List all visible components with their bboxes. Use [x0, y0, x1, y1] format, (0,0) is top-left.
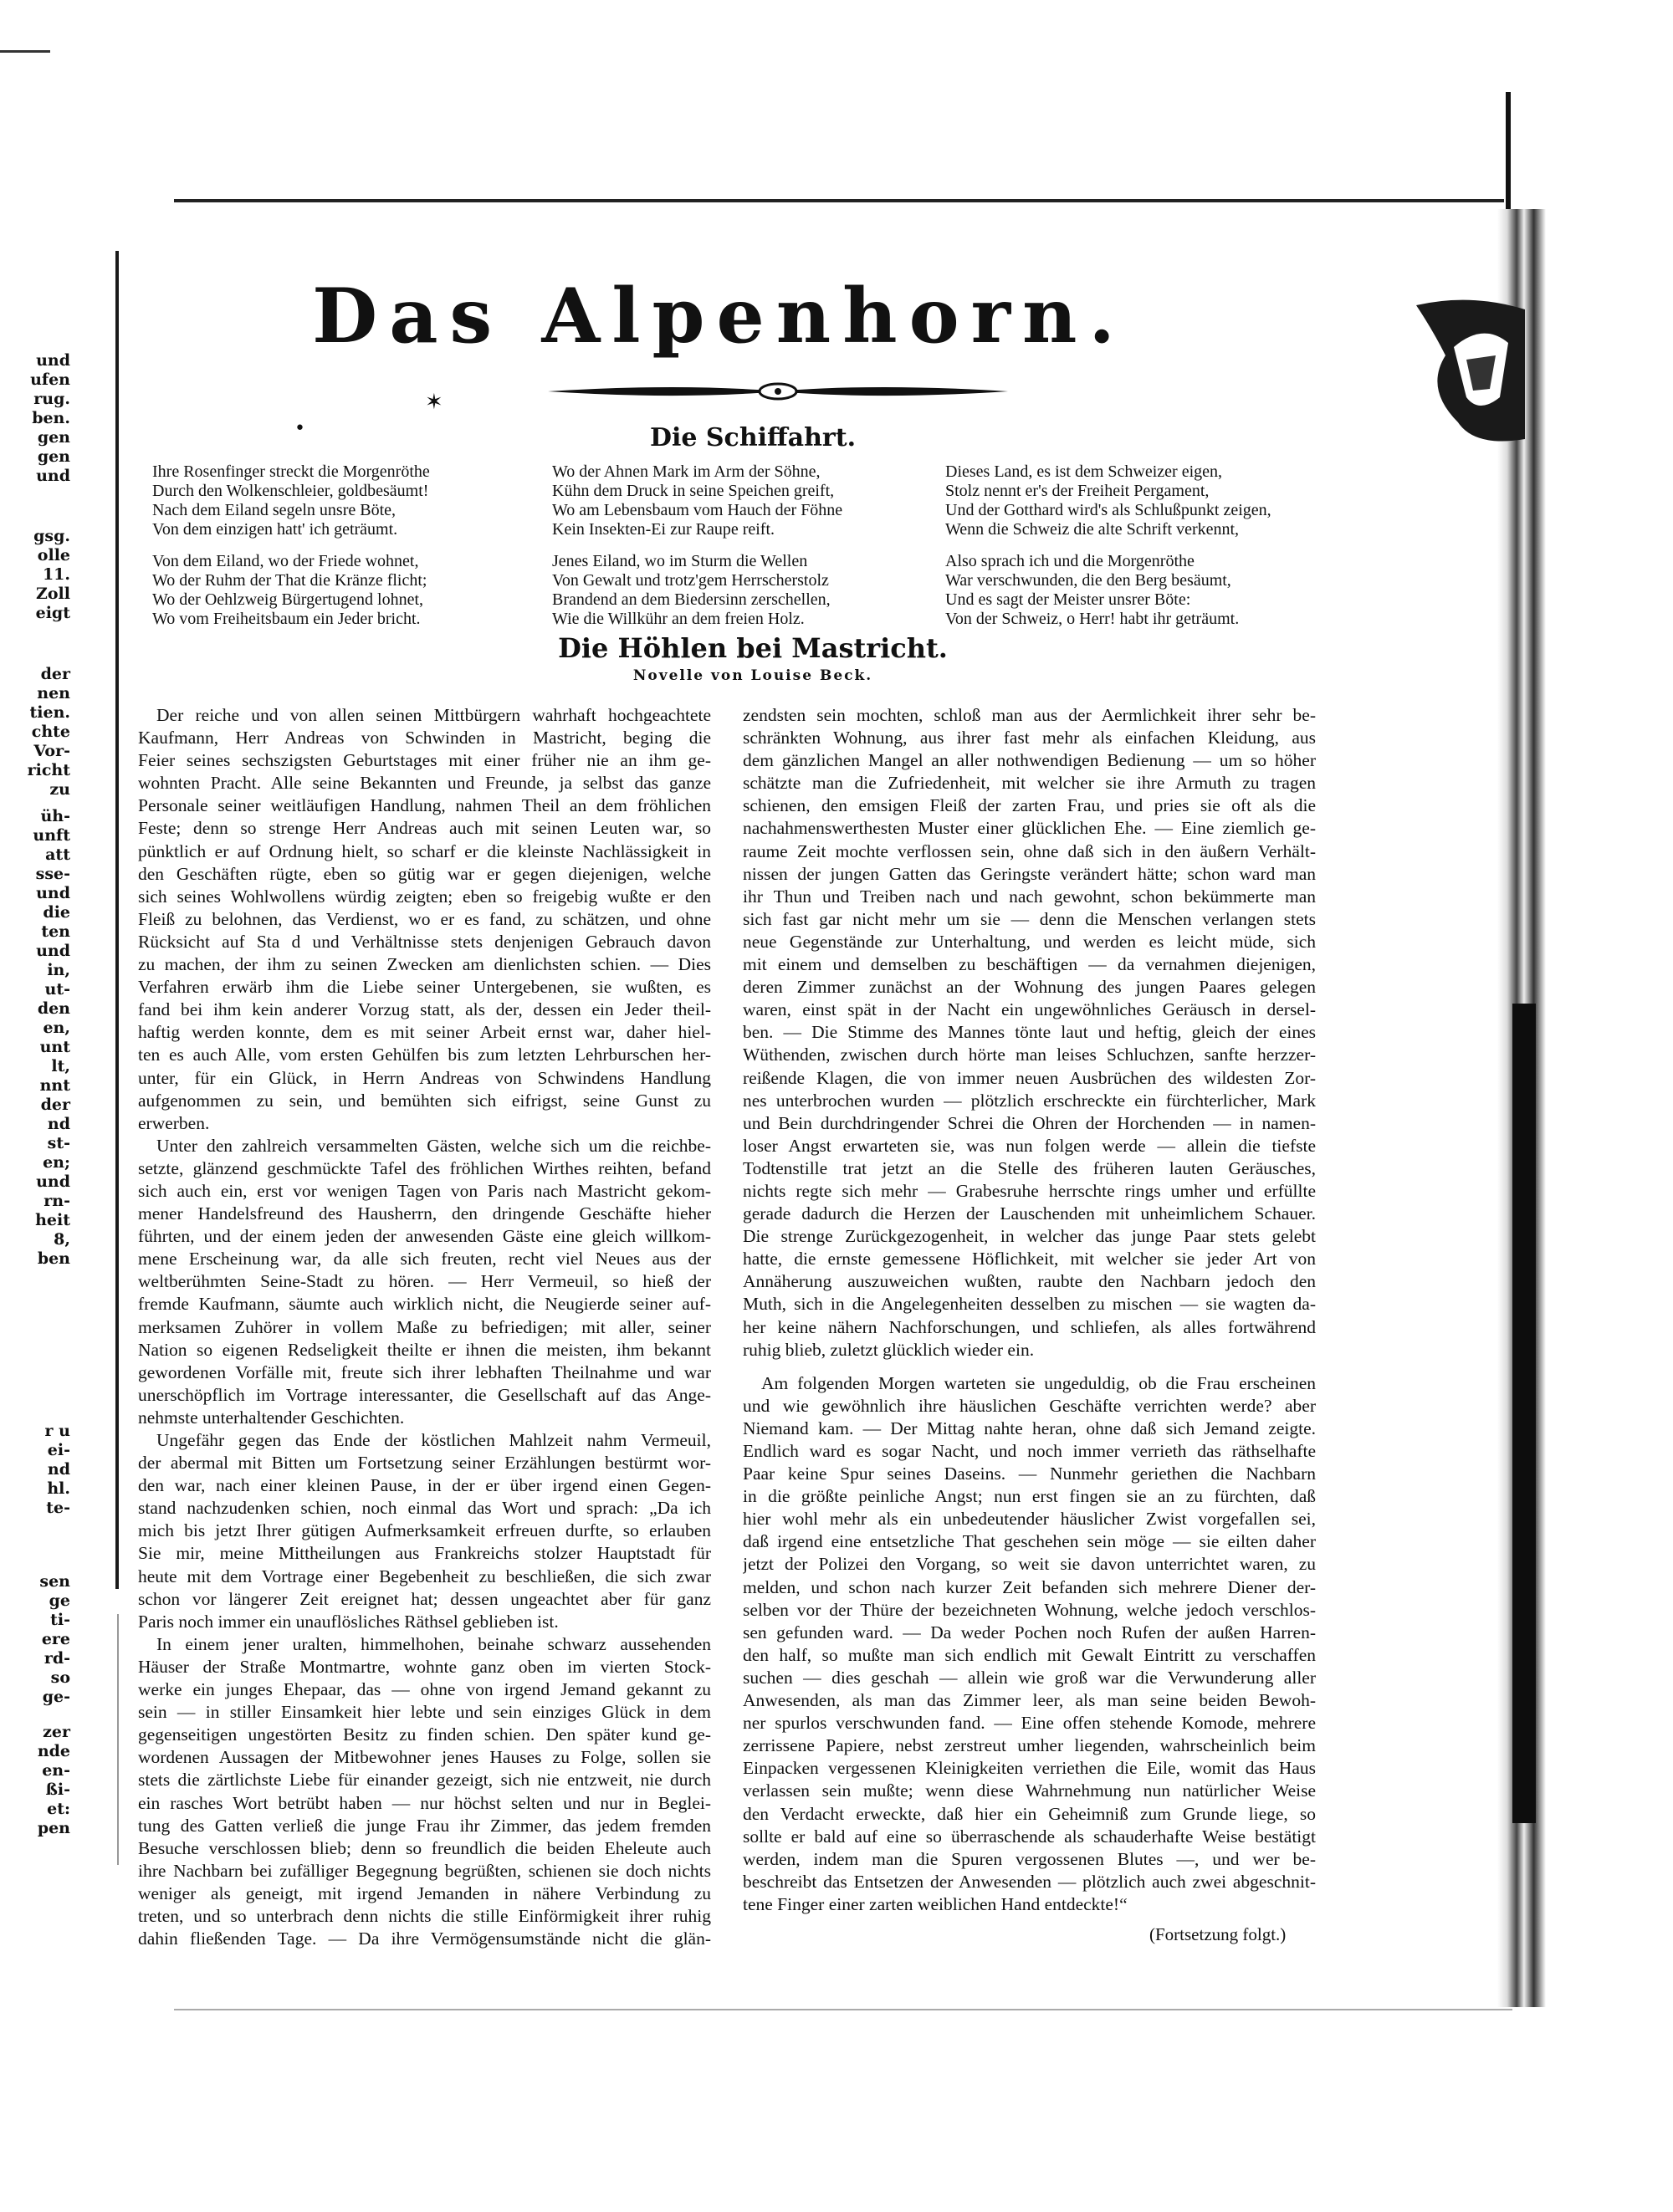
text-line: setzte, glänzend geschmückte Tafel des fröhlichen Wirthes reihten, befand — [138, 1157, 711, 1178]
book-edge-shadow — [1512, 1004, 1536, 1823]
star-mark-icon: ✶ — [425, 390, 443, 415]
text-line: stand nachzudenken schien, noch einmal das Wort und sprach: „Da ich — [138, 1498, 711, 1519]
article-title: Die Höhlen bei Mastricht. — [558, 632, 948, 664]
poem-line: Und der Gotthard wird's als Schlußpunkt zeigen, — [945, 501, 1271, 519]
margin-fragment: eigt — [35, 604, 70, 622]
text-line: sich auch ein, erst vor wenigen Tagen von Paris nach Mastricht gekom- — [138, 1180, 711, 1201]
text-line: mener Handelsfreund des Hausherrn, den dringende Geschäfte hieher — [138, 1203, 711, 1224]
text-line: sollte er bald auf eine so überraschende als schauderhafte Weise bestätigt — [743, 1826, 1316, 1847]
margin-fragment: rd- — [43, 1649, 70, 1668]
text-line: den Geschäften rügte, eben so gütig war er gegen diejenigen, welche — [138, 863, 711, 884]
margin-fragment: und — [36, 467, 70, 485]
scan-corner-mark — [0, 50, 50, 53]
text-line: loser Angst erwarteten sie, was nun folgen werde — allein die tiefste — [743, 1135, 1316, 1156]
poem-line: Wo der Ahnen Mark im Arm der Söhne, — [552, 462, 821, 481]
margin-fragment: den — [37, 999, 70, 1018]
margin-fragment: zu — [49, 780, 70, 799]
text-line: schienen, den emsigen Fleiß der zarten Frau, und pries sie oft als die — [743, 795, 1316, 816]
margin-fragment: 8, — [54, 1230, 70, 1249]
margin-fragment: Vor- — [33, 742, 70, 760]
text-line: den Verdacht erweckte, daß hier ein Geheimniß zum Grunde liege, so — [743, 1803, 1316, 1824]
margin-fragment-group — [3, 1723, 70, 1838]
text-line: Anwesenden, als man das Zimmer leer, als man seine beiden Bewoh- — [743, 1690, 1316, 1711]
margin-fragment: der — [40, 1096, 70, 1114]
text-line: unerschöpflich im Vortrage interessanter, die Gesellschaft auf das Ange- — [138, 1384, 711, 1405]
poem-line: Und es sagt der Meister unsrer Böte: — [945, 590, 1191, 609]
text-line: Der reiche und von allen seinen Mittbürgern wahrhaft hochgeachtete — [156, 705, 711, 725]
margin-fragment: unt — [39, 1038, 70, 1056]
text-line: dahin fließenden Tage. — Da ihre Vermögensumstände nicht die glän- — [138, 1928, 711, 1949]
text-line: zu machen, der ihm zu seinen Zwecken am dienlichsten schien. — Dies — [138, 954, 711, 975]
text-line: In einem jener uralten, himmelhohen, beinahe schwarz aussehenden — [156, 1633, 711, 1654]
text-line: zendsten sein mochten, schloß man aus der Aermlichkeit ihrer sehr be- — [743, 705, 1316, 725]
poem-line: Von dem einzigen hatt' ich geträumt. — [152, 520, 398, 539]
text-line: nissen der jungen Gatten das Geringste verändert hätte; schon ward man — [743, 863, 1316, 884]
poem-line: Durch den Wolkenschleier, goldbesäumt! — [152, 482, 429, 500]
poem-line: Von der Schweiz, o Herr! habt ihr geträumt. — [945, 610, 1240, 628]
text-line: verlassen sein mußte; wenn diese Wahrnehmung nun natürlicher Weise — [743, 1780, 1316, 1801]
text-line: und Bein durchdringender Schrei die Ohren der Horchenden — in namen- — [743, 1112, 1316, 1133]
text-line: Endlich ward es sogar Nacht, und noch immer verrieth das räthselhafte — [743, 1441, 1316, 1461]
poem-line: Jenes Eiland, wo im Sturm die Wellen — [552, 552, 808, 570]
text-column-1 — [138, 704, 711, 1950]
paragraph-gap — [743, 1361, 1316, 1372]
poem-line: Stolz nennt er's der Freiheit Pergament, — [945, 482, 1210, 500]
poem-line: Kühn dem Druck in seine Speichen greift, — [552, 482, 835, 500]
margin-fragment: chte — [31, 723, 70, 741]
text-line: Einpacken vergessenen Kleinigkeiten verriethen die Eile, womit das Haus — [743, 1758, 1316, 1779]
text-line: ner spurlos verschwunden fand. — Eine offen stehende Komode, mehrere — [743, 1713, 1316, 1734]
text-line: pünktlich er auf Ordnung hielt, so scharf er die kleinste Nachlässigkeit in — [138, 840, 711, 861]
text-line: wohnten Pracht. Alle seine Bekannten und Freunde, ja selbst das ganze — [138, 773, 711, 794]
margin-fragment: ßi- — [45, 1780, 70, 1799]
text-line: stets die zärtlichste Liebe für einander gezeigt, sich nie entzweit, nie durch — [138, 1770, 711, 1791]
poem-line: Wo der Oehlzweig Bürgertugend lohnet, — [152, 590, 424, 609]
margin-fragment-group — [3, 807, 70, 1269]
margin-fragment-group — [3, 1422, 70, 1518]
text-line: hier wohl mehr als ein unbedeutender häuslicher Zwist vorgefallen sei, — [743, 1509, 1316, 1530]
margin-fragment-group — [3, 1572, 70, 1707]
poem-line: Wo vom Freiheitsbaum ein Jeder bricht. — [152, 610, 421, 628]
text-line: nachahmenswerthesten Muster einer glücklichen Ehe. — Eine ziemlich ge- — [743, 818, 1316, 839]
margin-fragment: en, — [43, 1019, 70, 1037]
margin-fragment: nnt — [39, 1076, 70, 1095]
text-line: Paar keine Spur seines Daseins. — Nunmehr geriethen die Nachbarn — [743, 1464, 1316, 1484]
margin-fragment: tien. — [29, 703, 70, 722]
margin-fragment: pen — [37, 1819, 70, 1837]
continuation-note: (Fortsetzung folgt.) — [1149, 1924, 1287, 1944]
text-line: sich seines Wohlwollens würdig zeigten; eben so freigebig wußte er den — [138, 886, 711, 907]
margin-fragment: sse- — [35, 865, 70, 883]
text-line: Die strenge Zurückgezogenheit, in welcher das junge Paar stets gelebt — [743, 1226, 1316, 1247]
text-line: melden, und schon nach kurzer Zeit befanden sich mehrere Diener der- — [743, 1576, 1316, 1597]
text-line: nehmste unterhaltender Geschichten. — [138, 1407, 405, 1428]
poem-stanza — [945, 462, 1322, 539]
text-line: Verfahren erwärb ihm die Liebe seiner Untergebenen, sie wußten, es — [138, 977, 711, 998]
text-line: nes unterbrochen wurden — plötzlich erschreckte ein fürchterlicher, Mark — [743, 1090, 1316, 1111]
margin-fragment-group — [3, 351, 70, 486]
text-line: mich bis jetzt Ihrer gütigen Aufmerksamkeit erfreuen durfte, so erlauben — [138, 1520, 711, 1541]
page-fold-line — [117, 1614, 119, 1865]
page-bottom-edge — [174, 2009, 1512, 2010]
margin-fragment: nd — [47, 1460, 70, 1479]
margin-fragment: olle — [37, 546, 70, 564]
text-line: den war, nach einer kleinen Pause, in der er über irgend einen Gegen- — [138, 1475, 711, 1496]
margin-fragment: ben — [37, 1249, 70, 1268]
text-line: mit einem und demselben zu beschäftigen — da vernahmen diejenigen, — [743, 954, 1316, 975]
ornament-divider-icon — [548, 381, 1008, 402]
margin-fragment: att — [45, 845, 70, 864]
margin-fragment: und — [36, 942, 70, 960]
text-line: Niemand kam. — Der Mittag nahte heran, ohne daß sich Jemand zeigte. — [743, 1418, 1316, 1438]
poem-title: Die Schiffahrt. — [649, 423, 857, 452]
text-line: Feste; denn so strenge Herr Andreas auch mit seinen Leuten war, so — [138, 818, 711, 839]
text-line: Ungefähr gegen das Ende der köstlichen Mahlzeit nahm Vermeuil, — [156, 1430, 711, 1450]
text-line: nichts regte sich mehr — Grabesruhe herrschte rings umher und erfüllte — [743, 1180, 1316, 1201]
text-line: merksamen Zuhörer in vollem Maße zu befriedigen; mit aller, seiner — [138, 1316, 711, 1337]
margin-fragment: 11. — [42, 565, 70, 584]
text-line: Kaufmann, Herr Andreas von Schwinden in Mastricht, beging die — [138, 728, 711, 748]
text-line: werke ein junges Ehepaar, das — ohne von irgend Jemand gekannt zu — [138, 1679, 711, 1700]
margin-fragment: ge- — [42, 1688, 70, 1706]
margin-fragment: st- — [47, 1134, 70, 1152]
text-line: tene Finger einer zarten weiblichen Hand entdeckte!“ — [743, 1893, 1128, 1914]
text-line: ihre Nachbarn bei zufälliger Begegnung begrüßten, schienen sie doch nichts — [138, 1860, 711, 1881]
text-line: daß irgend eine entsetzliche That geschehen sein möge — sie eilten daher — [743, 1531, 1316, 1552]
text-line: ben. — Die Stimme des Mannes tönte laut und heftig, gleich der eines — [743, 1022, 1316, 1043]
margin-fragment: et: — [47, 1800, 70, 1818]
text-line: werden, indem man die Spuren vergossenen Blutes —, und wer be- — [743, 1848, 1316, 1869]
text-line: haftig werden konnte, dem es mit seiner Arbeit ernst war, daher hiel- — [138, 1022, 711, 1043]
text-line: Wüthenden, zwischen durch hörte man leises Schluchzen, sanfte herzzer- — [743, 1045, 1316, 1065]
margin-fragment: rug. — [33, 390, 70, 408]
text-line: deren Zimmer zunächst an der Wohnung des jungen Paares gelegen — [743, 977, 1316, 998]
margin-fragment: nen — [37, 684, 70, 702]
poem-line: Also sprach ich und die Morgenröthe — [945, 552, 1195, 570]
text-line: tung des Gatten verließ die junge Frau ihr Zimmer, das jedem fremden — [138, 1815, 711, 1836]
text-line: fremde Kaufmann, säumte auch wirklich nicht, die Neugierde seiner auf- — [138, 1294, 711, 1315]
margin-fragment: ten — [41, 922, 70, 941]
text-line: treten, und so unterbrach denn nichts die stille Einförmigkeit ihrer ruhig — [138, 1905, 711, 1926]
margin-fragment: richt — [27, 761, 70, 779]
margin-fragment: so — [50, 1668, 70, 1687]
text-line: Rücksicht auf Sta d und Verhältnisse stets denjenigen Gebrauch davon — [138, 931, 711, 952]
text-line: ten es auch Alle, vom ersten Gehülfen bis zum letzten Lehrburschen her- — [138, 1045, 711, 1065]
library-stamp-icon — [1408, 297, 1533, 447]
text-line: Paris noch immer ein unauflösliches Räthsel geblieben ist. — [138, 1611, 559, 1632]
text-line: gegenseitigen ungestörten Besitz zu finden schien. Den später kund ge- — [138, 1724, 711, 1745]
poem-line: War verschwunden, die den Berg besäumt, — [945, 571, 1231, 590]
text-line: ihr Thun und Treiben nach und nach gewohnt, schon bekümmerte man — [743, 886, 1316, 907]
poem-stanza — [945, 552, 1322, 629]
text-line: beschreibt das Entsetzen der Anwesenden — plötzlich auch zwei abgeschnit- — [743, 1871, 1316, 1892]
poem-stanza — [152, 552, 529, 629]
text-line: ein rasches Wort betrübt haben — nur höchst selten und nur in Beglei- — [138, 1792, 711, 1813]
margin-fragment-group — [3, 527, 70, 623]
margin-fragment: gsg. — [33, 527, 70, 545]
text-line: Todtenstille trat jetzt an die Stelle des früheren lauten Geräusches, — [743, 1157, 1316, 1178]
text-line: raume Zeit mochte verflossen sein, ohne daß sich in den äußern Verhält- — [743, 840, 1316, 861]
page-fold-line — [115, 251, 119, 1589]
poem-line: Ihre Rosenfinger streckt die Morgenröthe — [152, 462, 430, 481]
margin-fragment: hl. — [47, 1479, 70, 1498]
poem-line: Von Gewalt und trotz'gem Herrscherstolz — [552, 571, 829, 590]
poem-column-3 — [945, 462, 1322, 641]
margin-fragment: gen — [37, 428, 70, 447]
text-line: wordenen Aussagen der Mitbewohner jenes Hauses zu Folge, sollen sie — [138, 1747, 711, 1768]
book-edge-mark — [1506, 92, 1511, 209]
margin-fragment: en- — [42, 1761, 70, 1780]
text-line: hatte, die ernste gemessene Höflichkeit, mit welcher sie jeder Art von — [743, 1249, 1316, 1269]
text-line: mene Erscheinung war, da alle sich freuten, recht viel Neues aus der — [138, 1249, 711, 1269]
text-line: den half, so mußte man sich endlich mit Gewalt Eintritt zu verschaffen — [743, 1644, 1316, 1665]
margin-fragment: heit — [35, 1211, 70, 1229]
margin-fragment: rn- — [43, 1192, 70, 1210]
text-line: Am folgenden Morgen warteten sie ungeduldig, ob die Frau erscheinen — [761, 1372, 1316, 1393]
margin-fragment: und — [36, 884, 70, 902]
text-line: Nation so eigenen Redseligkeit theilte er ihnen die meisten, ihm bekannt — [138, 1339, 711, 1360]
text-line: Feier seines sechszigsten Geburtstages mit einer früher nie an ihm ge- — [138, 750, 711, 771]
margin-fragment: lt, — [51, 1057, 70, 1075]
text-line: der abermal mit Bitten um Fortsetzung seiner Erzählungen bestürmt wor- — [138, 1453, 711, 1474]
text-line: Unter den zahlreich versammelten Gästen, welche sich um die reichbe- — [156, 1135, 711, 1156]
margin-fragment: ti- — [50, 1611, 70, 1629]
text-line: schon vor längerer Zeit ereignet hat; dessen ungeachtet aber für ganz — [138, 1588, 711, 1609]
text-line: erwerben. — [138, 1112, 210, 1133]
text-line: Sie mir, meine Mittheilungen aus Frankreichs stolzer Hauptstadt für — [138, 1543, 711, 1564]
text-line: ruhig blieb, zuletzt glücklich wieder ein. — [743, 1339, 1035, 1360]
text-line: dem gänzlichen Mangel an aller nothwendigen Bedienung — um so höher — [743, 750, 1316, 771]
poem-line: Wo am Lebensbaum vom Hauch der Föhne — [552, 501, 843, 519]
text-line: sen gefunden ward. — Da weder Pochen noch Rufen der außen Harren- — [743, 1622, 1316, 1642]
margin-fragment: ere — [41, 1630, 70, 1648]
text-line: Besuche verschlossen blieb; denn so freundlich die beiden Eheleute auch — [138, 1837, 711, 1858]
text-line: waren, einst spät in der Nacht ein ungewöhnliches Geräusch in dersel- — [743, 999, 1316, 1020]
poem-line: Kein Insekten-Ei zur Raupe reift. — [552, 520, 775, 539]
poem-line: Wo der Ruhm der That die Kränze flicht; — [152, 571, 427, 590]
masthead-title: Das Alpenhorn. — [312, 272, 1127, 360]
text-line: fand bei ihm kein anderer Vorzug statt, als der, dessen ein Jeder theil- — [138, 999, 711, 1020]
margin-fragment: der — [40, 665, 70, 683]
text-column-2 — [743, 704, 1316, 1916]
text-line: führten, und der einem jeden der anwesenden Gäste eine gleich willkom- — [138, 1226, 711, 1247]
text-line: Annäherung auszuweichen wußten, raubte den Nachbarn jedoch den — [743, 1271, 1316, 1292]
text-line: neue Gegenstände zur Unterhaltung, und werden es leicht müde, sich — [743, 931, 1316, 952]
margin-fragment: Zoll — [36, 585, 70, 603]
margin-fragment: sen — [39, 1572, 70, 1591]
margin-fragment: die — [43, 903, 70, 922]
text-line: selben vor der Thüre der bezeichneten Wohnung, welche jedoch verschlos- — [743, 1599, 1316, 1620]
margin-fragment: en; — [43, 1153, 70, 1172]
text-line: in die größte peinliche Angst; nun erst fingen sie an zu fürchten, daß — [743, 1486, 1316, 1507]
text-line: aufgenommen zu sein, und bemühten sich eifrigst, seine Gunst zu — [138, 1090, 711, 1111]
margin-fragment: gen — [37, 447, 70, 466]
margin-fragment: und — [36, 1172, 70, 1191]
poem-column-1 — [152, 462, 529, 641]
poem-stanza — [152, 462, 529, 539]
poem-line: Dieses Land, es ist dem Schweizer eigen, — [945, 462, 1223, 481]
text-line: gerade dadurch die Herzen der Lauschenden mit unheimlichem Schauer. — [743, 1203, 1316, 1224]
margin-fragment: und — [36, 351, 70, 370]
margin-fragment-group — [3, 665, 70, 799]
text-line: her keine nähern Nachforschungen, und schliefen, als alles fortwährend — [743, 1316, 1316, 1337]
poem-line: Brandend an dem Biedersinn zerschellen, — [552, 590, 831, 609]
text-line: zerrissene Papiere, nebst zerstreut umher liegenden, wahrscheinlich beim — [743, 1735, 1316, 1756]
poem-line: Nach dem Eiland segeln unsre Böte, — [152, 501, 397, 519]
margin-fragment: nd — [47, 1115, 70, 1133]
poem-stanza — [552, 552, 929, 629]
margin-fragment: zer — [43, 1723, 70, 1741]
poem-line: Wenn die Schweiz die alte Schrift verkennt, — [945, 520, 1240, 539]
text-line: heute mit dem Vortrage einer Begebenheit zu beschließen, die sich zwar — [138, 1566, 711, 1586]
text-line: sein — in stiller Einsamkeit hier lebte und sein einziges Glück in dem — [138, 1702, 711, 1723]
margin-fragment: ufen — [30, 370, 70, 389]
margin-fragment: in, — [47, 961, 70, 979]
page-top-border — [174, 199, 1504, 202]
text-line: schätzte man die Zufriedenheit, mit welcher sie ihre Armuth zu tragen — [743, 773, 1316, 794]
poem-line: Von dem Eiland, wo der Friede wohnet, — [152, 552, 419, 570]
text-line: gewordenen Vorfälle mit, freute sich ihrer lebhaften Theilnahme und war — [138, 1361, 711, 1382]
text-line: sich fast gar nicht mehr um sie — denn die Menschen verlangen stets — [743, 908, 1316, 929]
ink-dot: • — [294, 418, 305, 439]
margin-fragment: nde — [37, 1742, 70, 1760]
article-byline: Novelle von Louise Beck. — [632, 667, 873, 684]
margin-fragment: unft — [33, 826, 70, 845]
text-line: reißende Klagen, die von immer neuen Ausbrüchen des wildesten Zor- — [743, 1067, 1316, 1088]
margin-fragment: ben. — [32, 409, 70, 427]
text-line: weltberühmten Seine-Stadt zu hören. — Herr Vermeuil, so hieß der — [138, 1271, 711, 1292]
text-line: Personale seiner weitläufigen Handlung, nahmen Theil an dem fröhlichen — [138, 795, 711, 816]
text-line: weniger als geneigt, mit irgend Jemanden in nähere Verbindung zu — [138, 1882, 711, 1903]
text-line: suchen — dies geschah — allein wie groß war die Verwunderung aller — [743, 1667, 1316, 1688]
poem-column-2 — [552, 462, 929, 641]
poem-line: Wie die Willkühr an dem freien Holz. — [552, 610, 805, 628]
text-line: schränkten Wohnung, aus ihrer fast mehr als einfachen Kleidung, aus — [743, 728, 1316, 748]
margin-fragment: r u — [44, 1422, 70, 1440]
text-line: und wie gewöhnlich ihre häuslichen Geschäfte verrichten werde? aber — [743, 1395, 1316, 1416]
text-line: jetzt der Polizei den Vorgang, so weit sie davon unterrichtet waren, zu — [743, 1554, 1316, 1575]
margin-fragment: te- — [46, 1499, 70, 1517]
text-line: unter, für ein Glück, in Herrn Andreas von Schwindens Handlung — [138, 1067, 711, 1088]
margin-fragment: ei- — [47, 1441, 70, 1459]
margin-fragment: ge — [49, 1591, 70, 1610]
text-line: Häuser der Straße Montmartre, wohnte ganz oben im vierten Stock- — [138, 1656, 711, 1677]
margin-fragment: üh- — [40, 807, 70, 825]
text-line: Muth, sich in die Angelegenheiten desselben zu mischen — sie wagten da- — [743, 1294, 1316, 1315]
margin-fragment: ut- — [44, 980, 70, 999]
text-line: Fleiß zu belohnen, das Verdienst, wo er es fand, zu schätzen, und ohne — [138, 908, 711, 929]
poem-stanza — [552, 462, 929, 539]
